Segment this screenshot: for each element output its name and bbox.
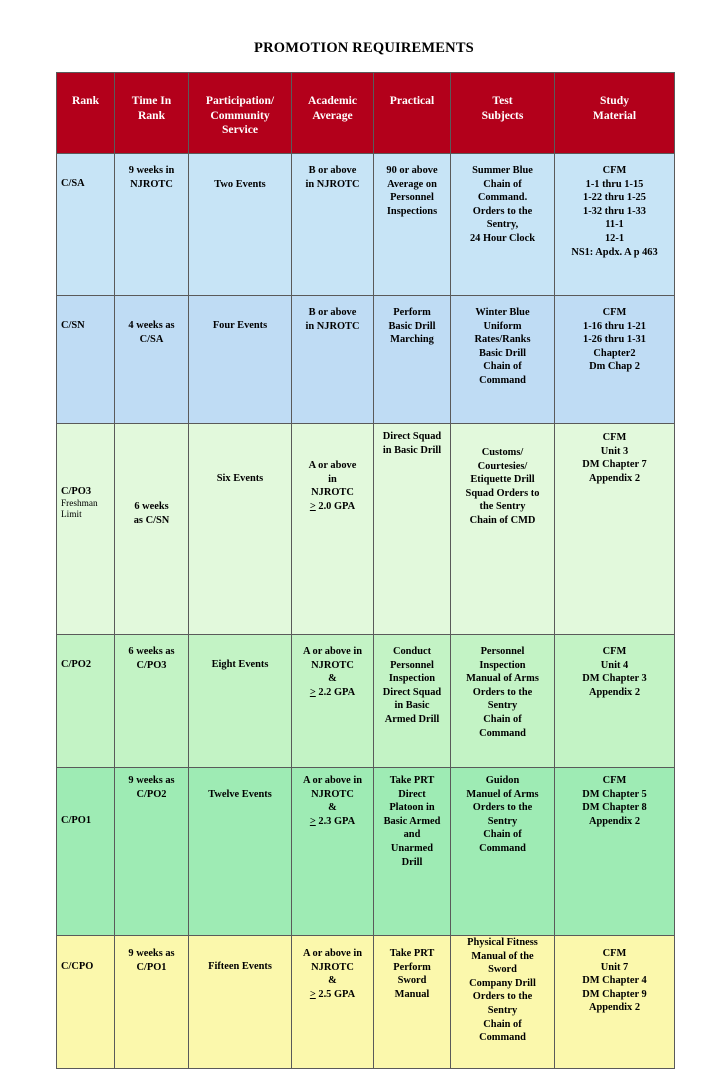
cell-time-in-rank: 9 weeks as C/PO1 xyxy=(115,936,189,1069)
cell-academic-average: A or above in NJROTC & > 2.5 GPA xyxy=(292,936,374,1069)
cell-test-subjects: Guidon Manuel of Arms Orders to the Sentry Chain of Command xyxy=(451,768,555,936)
cell-rank: C/SA xyxy=(57,154,115,296)
page-title: PROMOTION REQUIREMENTS xyxy=(254,40,474,56)
rank-note: Limit xyxy=(61,509,82,520)
cell-participation: Fifteen Events xyxy=(189,936,292,1069)
cell-practical: Perform Basic Drill Marching xyxy=(374,296,451,424)
cell-academic-average: B or above in NJROTC xyxy=(292,154,374,296)
gte-symbol: > xyxy=(309,686,316,698)
gpa-requirement: > 2.5 GPA xyxy=(309,988,356,1000)
header-row xyxy=(57,73,675,154)
header-practical: Practical xyxy=(374,73,451,154)
cell-time-in-rank: 9 weeks as C/PO2 xyxy=(115,768,189,936)
cell-practical: 90 or above Average on Personnel Inspections xyxy=(374,154,451,296)
cell-study-material: CFM 1-1 thru 1-15 1-22 thru 1-25 1-32 thru 1-33 11-1 12-1 NS1: Apdx. A p 463 xyxy=(555,154,675,296)
cell-participation: Six Events xyxy=(189,424,292,635)
cell-study-material: CFM Unit 3 DM Chapter 7 Appendix 2 xyxy=(555,424,675,635)
cell-rank: C/PO1 xyxy=(57,768,115,936)
cell-time-in-rank: 6 weeks as C/SN xyxy=(115,424,189,635)
cell-study-material: CFM DM Chapter 5 DM Chapter 8 Appendix 2 xyxy=(555,768,675,936)
cell-practical: Conduct Personnel Inspection Direct Squad in Basic Armed Drill xyxy=(374,635,451,768)
cell-academic-average: A or above in NJROTC > 2.0 GPA xyxy=(292,424,374,635)
gpa-requirement: > 2.3 GPA xyxy=(309,815,356,827)
header-study-material: Study Material xyxy=(555,73,675,154)
header-test-subjects: Test Subjects xyxy=(451,73,555,154)
table-row xyxy=(57,424,675,635)
cell-time-in-rank: 9 weeks in NJROTC xyxy=(115,154,189,296)
table-row xyxy=(57,768,675,936)
cell-test-subjects: Personnel Inspection Manual of Arms Orders to the Sentry Chain of Command xyxy=(451,635,555,768)
header-rank: Rank xyxy=(57,73,115,154)
table-row xyxy=(57,154,675,296)
gte-symbol: > xyxy=(309,988,316,1000)
cell-academic-average: A or above in NJROTC & > 2.3 GPA xyxy=(292,768,374,936)
cell-rank: C/PO2 xyxy=(57,635,115,768)
cell-participation: Two Events xyxy=(189,154,292,296)
cell-academic-average: A or above in NJROTC & > 2.2 GPA xyxy=(292,635,374,768)
cell-study-material: CFM Unit 7 DM Chapter 4 DM Chapter 9 Appendix 2 xyxy=(555,936,675,1069)
promotion-table xyxy=(56,72,675,1069)
cell-participation: Four Events xyxy=(189,296,292,424)
cell-rank: C/PO3 Freshman Limit xyxy=(57,424,115,635)
table-row xyxy=(57,635,675,768)
cell-test-subjects: Winter Blue Uniform Rates/Ranks Basic Drill Chain of Command xyxy=(451,296,555,424)
cell-practical: Take PRT Direct Platoon in Basic Armed and Unarmed Drill xyxy=(374,768,451,936)
cell-time-in-rank: 6 weeks as C/PO3 xyxy=(115,635,189,768)
header-time-in-rank: Time In Rank xyxy=(115,73,189,154)
cell-participation: Eight Events xyxy=(189,635,292,768)
cell-practical: Take PRT Perform Sword Manual xyxy=(374,936,451,1069)
cell-study-material: CFM 1-16 thru 1-21 1-26 thru 1-31 Chapter2 Dm Chap 2 xyxy=(555,296,675,424)
cell-test-subjects: Summer Blue Chain of Command. Orders to the Sentry, 24 Hour Clock xyxy=(451,154,555,296)
cell-time-in-rank: 4 weeks as C/SA xyxy=(115,296,189,424)
cell-academic-average: B or above in NJROTC xyxy=(292,296,374,424)
cell-practical: Direct Squad in Basic Drill xyxy=(374,424,451,635)
cell-participation: Twelve Events xyxy=(189,768,292,936)
gpa-requirement: > 2.0 GPA xyxy=(309,500,356,512)
rank-note: Freshman xyxy=(61,498,98,509)
cell-study-material: CFM Unit 4 DM Chapter 3 Appendix 2 xyxy=(555,635,675,768)
gpa-requirement: > 2.2 GPA xyxy=(309,686,356,698)
header-participation: Participation/ Community Service xyxy=(189,73,292,154)
gte-symbol: > xyxy=(309,815,316,827)
table-row xyxy=(57,936,675,1069)
table-row xyxy=(57,296,675,424)
cell-test-subjects: Physical Fitness Manual of the Sword Company Drill Orders to the Sentry Chain of Command xyxy=(451,936,555,1069)
cell-rank: C/CPO xyxy=(57,936,115,1069)
gte-symbol: > xyxy=(309,500,316,512)
cell-test-subjects: Customs/ Courtesies/ Etiquette Drill Squad Orders to the Sentry Chain of CMD xyxy=(451,424,555,635)
header-academic-average: Academic Average xyxy=(292,73,374,154)
cell-rank: C/SN xyxy=(57,296,115,424)
